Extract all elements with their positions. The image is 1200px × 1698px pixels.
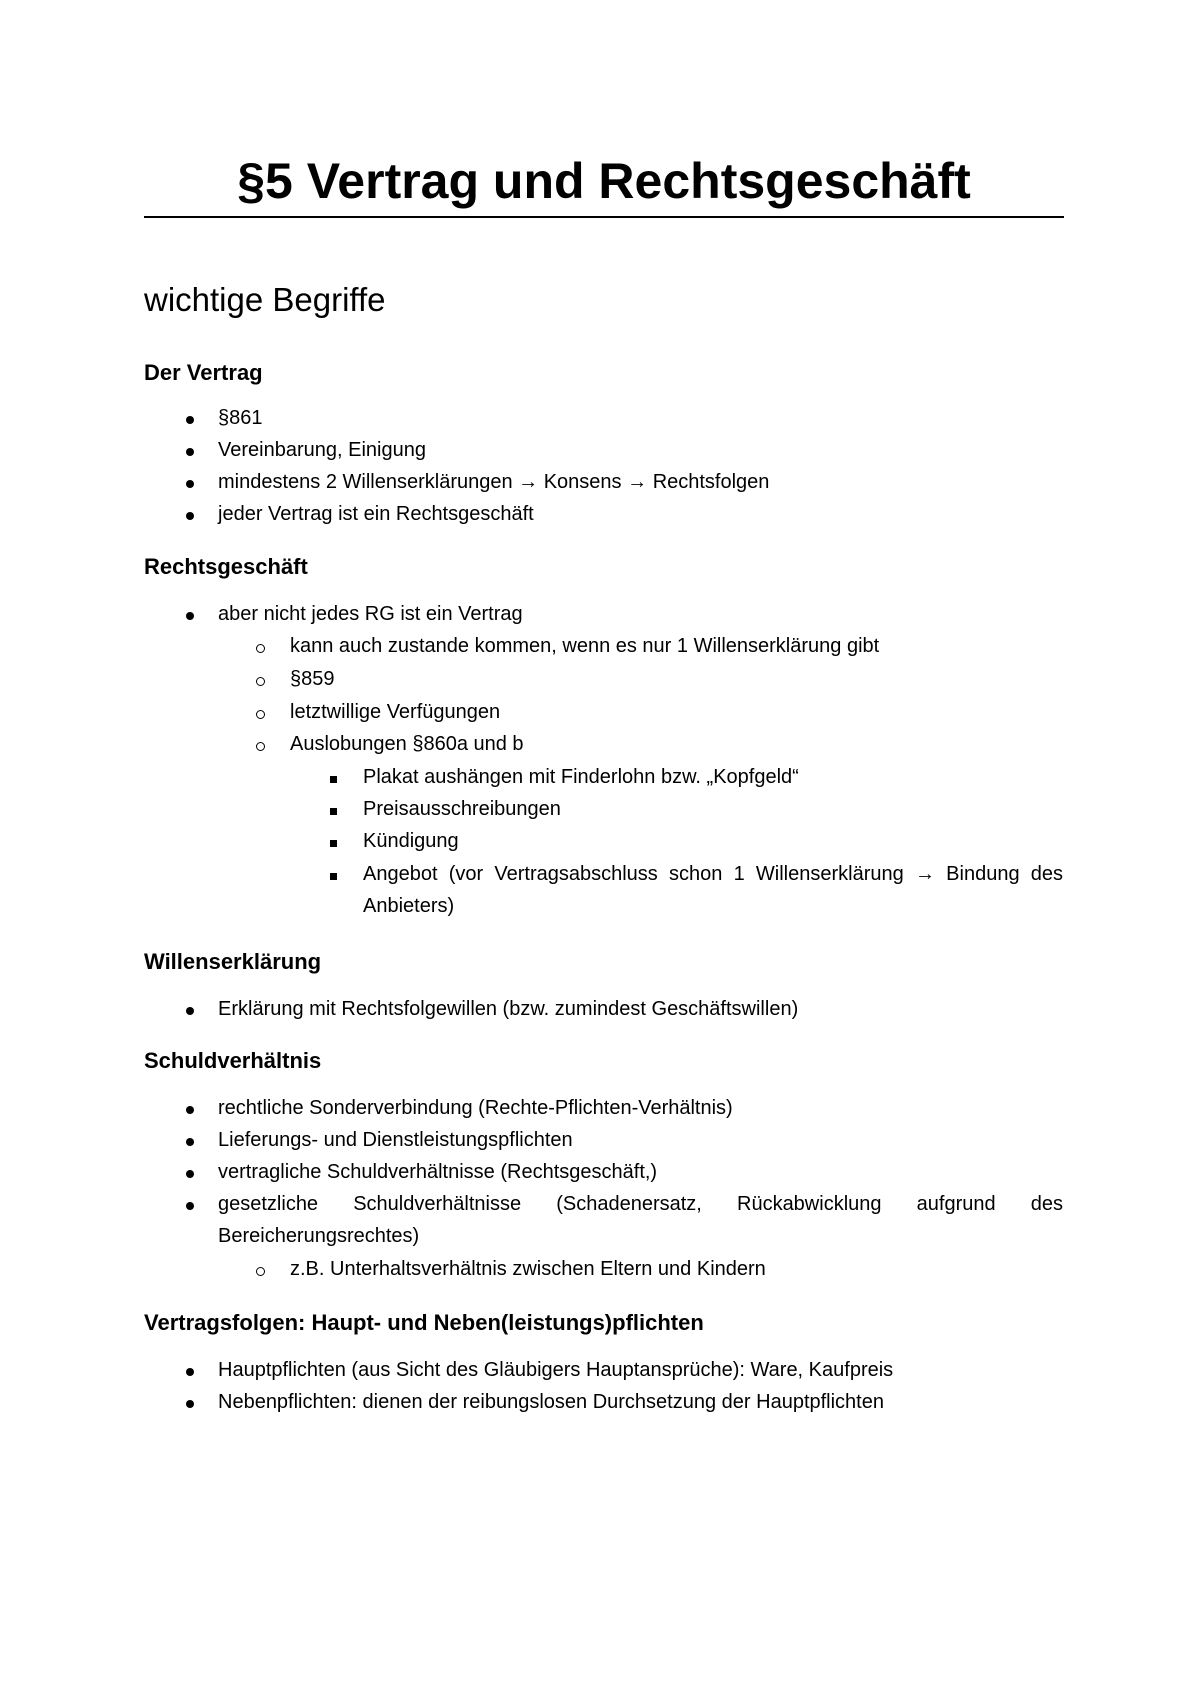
bullet-icon (186, 416, 194, 424)
heading-willenserklaerung: Willenserklärung (144, 949, 322, 974)
bullet-icon (186, 612, 194, 620)
arrow-right-icon: → (914, 863, 935, 885)
list-item-text: Konsens (543, 471, 622, 493)
sub-sub-bullet-icon (330, 873, 337, 880)
list-item: kann auch zustande kommen, wenn es nur 1 Willenserklärung gibt (290, 635, 880, 657)
list-item-text: Angebot (vor Vertragsabschluss schon 1 Willenserklärung (363, 863, 904, 885)
bullet-icon (186, 480, 194, 488)
list-item: vertragliche Schuldverhältnisse (Rechtsgeschäft,) (218, 1161, 658, 1183)
sub-bullet-icon (256, 710, 265, 719)
list-item: Erklärung mit Rechtsfolgewillen (bzw. zumindest Geschäftswillen) (218, 998, 799, 1020)
bullet-icon (186, 1368, 194, 1376)
list-item: Auslobungen §860a und b (290, 733, 524, 755)
list-item: Vereinbarung, Einigung (218, 439, 426, 461)
list-item: jeder Vertrag ist ein Rechtsgeschäft (218, 503, 534, 525)
list-item (363, 858, 1063, 922)
heading-rechtsgeschaeft: Rechtsgeschäft (144, 554, 308, 579)
list-item: Preisausschreibungen (363, 798, 561, 820)
bullet-icon (186, 1202, 194, 1210)
sub-bullet-icon (256, 1267, 265, 1276)
list-item: Hauptpflichten (aus Sicht des Gläubigers Hauptansprüche): Ware, Kaufpreis (218, 1359, 894, 1381)
sub-sub-bullet-icon (330, 840, 337, 847)
list-item: z.B. Unterhaltsverhältnis zwischen Eltern und Kindern (290, 1258, 766, 1280)
list-item: Nebenpflichten: dienen der reibungslosen Durchsetzung der Hauptpflichten (218, 1391, 884, 1413)
list-item-text: Bindung des Anbieters) (363, 863, 1064, 917)
list-item: rechtliche Sonderverbindung (Rechte-Pflichten-Verhältnis) (218, 1097, 733, 1119)
page-title: §5 Vertrag und Rechtsgeschäft (237, 153, 971, 209)
list-item: Kündigung (363, 830, 459, 852)
bullet-icon (186, 1400, 194, 1408)
section-heading: wichtige Begriffe (144, 281, 386, 318)
sub-bullet-icon (256, 644, 265, 653)
sub-sub-bullet-icon (330, 776, 337, 783)
heading-vertrag: Der Vertrag (144, 360, 263, 385)
title-block (144, 150, 1064, 218)
arrow-right-icon: → (627, 471, 648, 493)
sub-sub-bullet-icon (330, 808, 337, 815)
bullet-icon (186, 512, 194, 520)
list-item-text: mindestens 2 Willenserklärungen (218, 471, 513, 493)
bullet-icon (186, 1170, 194, 1178)
list-item: §861 (218, 407, 263, 429)
list-item: gesetzliche Schuldverhältnisse (Schadenersatz, Rückabwicklung aufgrund des Bereicherungsrechtes) (218, 1193, 1063, 1247)
list-item: letztwillige Verfügungen (290, 701, 501, 723)
sub-bullet-icon (256, 742, 265, 751)
bullet-icon (186, 448, 194, 456)
list-item: Lieferungs- und Dienstleistungspflichten (218, 1129, 573, 1151)
heading-vertragsfolgen: Vertragsfolgen: Haupt- und Neben(leistungs)pflichten (144, 1310, 704, 1335)
sub-bullet-icon (256, 677, 265, 686)
bullet-icon (186, 1007, 194, 1015)
list-item-text: Rechtsfolgen (652, 471, 770, 493)
list-item: aber nicht jedes RG ist ein Vertrag (218, 603, 523, 625)
heading-schuldverhaeltnis: Schuldverhältnis (144, 1048, 322, 1073)
bullet-icon (186, 1138, 194, 1146)
list-item (218, 466, 769, 498)
bullet-icon (186, 1106, 194, 1114)
list-item: Plakat aushängen mit Finderlohn bzw. „Kopfgeld“ (363, 766, 799, 788)
arrow-right-icon: → (518, 471, 539, 493)
list-item: §859 (290, 668, 335, 690)
